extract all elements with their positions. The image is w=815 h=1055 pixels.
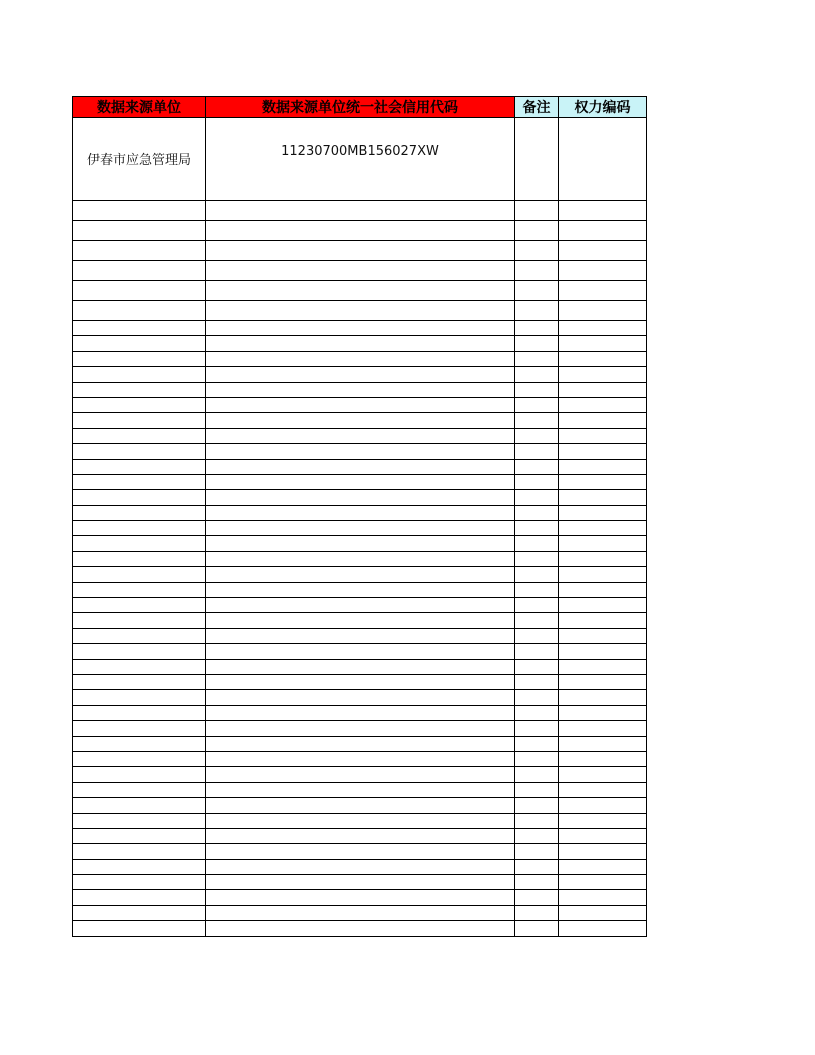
cell-source-unit[interactable] bbox=[73, 721, 206, 736]
cell-remark[interactable] bbox=[515, 336, 559, 351]
table-row-empty bbox=[73, 721, 647, 736]
cell-credit-code[interactable] bbox=[206, 782, 515, 797]
cell-credit-code[interactable] bbox=[206, 828, 515, 843]
table-row-empty bbox=[73, 844, 647, 859]
cell-power-code[interactable] bbox=[559, 567, 647, 582]
cell-credit-code[interactable] bbox=[206, 201, 515, 221]
cell-credit-code[interactable] bbox=[206, 767, 515, 782]
cell-credit-code[interactable] bbox=[206, 474, 515, 489]
cell-power-code[interactable] bbox=[559, 859, 647, 874]
cell-remark[interactable] bbox=[515, 767, 559, 782]
cell-power-code[interactable] bbox=[559, 813, 647, 828]
cell-power-code[interactable] bbox=[559, 382, 647, 397]
cell-credit-code[interactable] bbox=[206, 336, 515, 351]
cell-credit-code[interactable] bbox=[206, 490, 515, 505]
cell-source-unit[interactable] bbox=[73, 474, 206, 489]
cell-source-unit[interactable] bbox=[73, 628, 206, 643]
cell-source-unit[interactable] bbox=[73, 551, 206, 566]
table-row-empty bbox=[73, 905, 647, 920]
table-row-empty bbox=[73, 798, 647, 813]
table-row-empty bbox=[73, 261, 647, 281]
cell-power-code[interactable] bbox=[559, 221, 647, 241]
cell-remark[interactable] bbox=[515, 444, 559, 459]
table-row-empty bbox=[73, 382, 647, 397]
table-row-empty bbox=[73, 921, 647, 936]
cell-credit-code[interactable] bbox=[206, 674, 515, 689]
cell-source-unit[interactable] bbox=[73, 397, 206, 412]
cell-credit-code[interactable] bbox=[206, 736, 515, 751]
cell-credit-code[interactable] bbox=[206, 659, 515, 674]
cell-credit-code[interactable] bbox=[206, 118, 515, 201]
table-row-empty bbox=[73, 201, 647, 221]
cell-source-unit[interactable] bbox=[73, 241, 206, 261]
cell-source-unit[interactable] bbox=[73, 444, 206, 459]
cell-source-unit[interactable] bbox=[73, 505, 206, 520]
cell-power-code[interactable] bbox=[559, 613, 647, 628]
cell-remark[interactable] bbox=[515, 428, 559, 443]
cell-credit-code[interactable] bbox=[206, 551, 515, 566]
table-row-empty bbox=[73, 301, 647, 321]
cell-remark[interactable] bbox=[515, 261, 559, 281]
table-row-empty bbox=[73, 659, 647, 674]
cell-remark[interactable] bbox=[515, 567, 559, 582]
cell-power-code[interactable] bbox=[559, 118, 647, 201]
cell-credit-code[interactable] bbox=[206, 890, 515, 905]
cell-source-unit[interactable] bbox=[73, 644, 206, 659]
cell-source-unit[interactable] bbox=[73, 613, 206, 628]
cell-remark[interactable] bbox=[515, 705, 559, 720]
cell-source-unit[interactable] bbox=[73, 118, 206, 201]
cell-power-code[interactable] bbox=[559, 582, 647, 597]
cell-remark[interactable] bbox=[515, 690, 559, 705]
cell-remark[interactable] bbox=[515, 736, 559, 751]
cell-remark[interactable] bbox=[515, 798, 559, 813]
cell-source-unit[interactable] bbox=[73, 428, 206, 443]
cell-credit-code[interactable] bbox=[206, 598, 515, 613]
cell-power-code[interactable] bbox=[559, 459, 647, 474]
cell-remark[interactable] bbox=[515, 241, 559, 261]
cell-remark[interactable] bbox=[515, 490, 559, 505]
cell-source-unit[interactable] bbox=[73, 921, 206, 936]
cell-source-unit[interactable] bbox=[73, 382, 206, 397]
cell-power-code[interactable] bbox=[559, 690, 647, 705]
cell-credit-code[interactable] bbox=[206, 459, 515, 474]
cell-credit-code[interactable] bbox=[206, 521, 515, 536]
cell-power-code[interactable] bbox=[559, 367, 647, 382]
cell-source-unit[interactable] bbox=[73, 659, 206, 674]
cell-remark[interactable] bbox=[515, 921, 559, 936]
table-row bbox=[73, 118, 647, 201]
cell-credit-code[interactable] bbox=[206, 505, 515, 520]
header-source-unit: 数据来源单位 bbox=[73, 97, 206, 118]
cell-source-unit[interactable] bbox=[73, 890, 206, 905]
cell-remark[interactable] bbox=[515, 536, 559, 551]
cell-power-code[interactable] bbox=[559, 397, 647, 412]
cell-credit-code[interactable] bbox=[206, 844, 515, 859]
table-row-empty bbox=[73, 321, 647, 336]
table-row-empty bbox=[73, 351, 647, 366]
table-row-empty bbox=[73, 459, 647, 474]
cell-power-code[interactable] bbox=[559, 490, 647, 505]
cell-credit-code[interactable] bbox=[206, 221, 515, 241]
table-row-empty bbox=[73, 490, 647, 505]
cell-remark[interactable] bbox=[515, 459, 559, 474]
cell-source-unit[interactable] bbox=[73, 767, 206, 782]
cell-remark[interactable] bbox=[515, 474, 559, 489]
header-row bbox=[73, 97, 647, 118]
cell-power-code[interactable] bbox=[559, 767, 647, 782]
cell-source-unit[interactable] bbox=[73, 598, 206, 613]
cell-source-unit[interactable] bbox=[73, 261, 206, 281]
cell-source-unit[interactable] bbox=[73, 782, 206, 797]
cell-remark[interactable] bbox=[515, 674, 559, 689]
cell-power-code[interactable] bbox=[559, 921, 647, 936]
cell-credit-code[interactable] bbox=[206, 644, 515, 659]
cell-source-unit[interactable] bbox=[73, 351, 206, 366]
cell-credit-code[interactable] bbox=[206, 721, 515, 736]
cell-credit-code[interactable] bbox=[206, 301, 515, 321]
cell-remark[interactable] bbox=[515, 351, 559, 366]
cell-source-unit[interactable] bbox=[73, 459, 206, 474]
cell-credit-code[interactable] bbox=[206, 382, 515, 397]
table-row-empty bbox=[73, 613, 647, 628]
cell-source-unit[interactable] bbox=[73, 521, 206, 536]
cell-remark[interactable] bbox=[515, 890, 559, 905]
cell-remark[interactable] bbox=[515, 301, 559, 321]
cell-remark[interactable] bbox=[515, 859, 559, 874]
cell-power-code[interactable] bbox=[559, 351, 647, 366]
cell-power-code[interactable] bbox=[559, 261, 647, 281]
table-row-empty bbox=[73, 221, 647, 241]
cell-power-code[interactable] bbox=[559, 336, 647, 351]
cell-power-code[interactable] bbox=[559, 521, 647, 536]
table-row-empty bbox=[73, 875, 647, 890]
cell-remark[interactable] bbox=[515, 598, 559, 613]
cell-power-code[interactable] bbox=[559, 628, 647, 643]
cell-power-code[interactable] bbox=[559, 201, 647, 221]
table-row-empty bbox=[73, 598, 647, 613]
table-row-empty bbox=[73, 736, 647, 751]
cell-remark[interactable] bbox=[515, 221, 559, 241]
table-row-empty bbox=[73, 536, 647, 551]
table-row-empty bbox=[73, 582, 647, 597]
cell-credit-code[interactable] bbox=[206, 261, 515, 281]
cell-credit-code[interactable] bbox=[206, 921, 515, 936]
cell-remark[interactable] bbox=[515, 551, 559, 566]
cell-remark[interactable] bbox=[515, 521, 559, 536]
cell-power-code[interactable] bbox=[559, 890, 647, 905]
source-unit-text: 伊春市应急管理局 bbox=[86, 152, 191, 168]
cell-credit-code[interactable] bbox=[206, 536, 515, 551]
cell-credit-code[interactable] bbox=[206, 444, 515, 459]
cell-credit-code[interactable] bbox=[206, 241, 515, 261]
cell-power-code[interactable] bbox=[559, 705, 647, 720]
cell-remark[interactable] bbox=[515, 281, 559, 301]
cell-power-code[interactable] bbox=[559, 736, 647, 751]
cell-remark[interactable] bbox=[515, 201, 559, 221]
table-row-empty bbox=[73, 428, 647, 443]
table-row-empty bbox=[73, 705, 647, 720]
cell-remark[interactable] bbox=[515, 397, 559, 412]
cell-remark[interactable] bbox=[515, 751, 559, 766]
cell-power-code[interactable] bbox=[559, 674, 647, 689]
cell-power-code[interactable] bbox=[559, 428, 647, 443]
cell-power-code[interactable] bbox=[559, 413, 647, 428]
cell-power-code[interactable] bbox=[559, 444, 647, 459]
cell-power-code[interactable] bbox=[559, 798, 647, 813]
cell-source-unit[interactable] bbox=[73, 536, 206, 551]
cell-credit-code[interactable] bbox=[206, 428, 515, 443]
table-row-empty bbox=[73, 690, 647, 705]
table-row-empty bbox=[73, 474, 647, 489]
cell-remark[interactable] bbox=[515, 905, 559, 920]
cell-power-code[interactable] bbox=[559, 505, 647, 520]
header-power-code: 权力编码 bbox=[559, 97, 647, 118]
cell-source-unit[interactable] bbox=[73, 367, 206, 382]
cell-remark[interactable] bbox=[515, 659, 559, 674]
cell-source-unit[interactable] bbox=[73, 301, 206, 321]
table-row-empty bbox=[73, 413, 647, 428]
cell-credit-code[interactable] bbox=[206, 567, 515, 582]
table-row-empty bbox=[73, 859, 647, 874]
cell-power-code[interactable] bbox=[559, 536, 647, 551]
cell-source-unit[interactable] bbox=[73, 736, 206, 751]
cell-source-unit[interactable] bbox=[73, 674, 206, 689]
cell-credit-code[interactable] bbox=[206, 582, 515, 597]
cell-credit-code[interactable] bbox=[206, 367, 515, 382]
cell-source-unit[interactable] bbox=[73, 413, 206, 428]
cell-remark[interactable] bbox=[515, 721, 559, 736]
cell-remark[interactable] bbox=[515, 582, 559, 597]
cell-source-unit[interactable] bbox=[73, 905, 206, 920]
header-remark: 备注 bbox=[515, 97, 559, 118]
cell-power-code[interactable] bbox=[559, 751, 647, 766]
cell-source-unit[interactable] bbox=[73, 690, 206, 705]
cell-credit-code[interactable] bbox=[206, 613, 515, 628]
cell-remark[interactable] bbox=[515, 828, 559, 843]
table-row-empty bbox=[73, 336, 647, 351]
table-row-empty bbox=[73, 674, 647, 689]
cell-power-code[interactable] bbox=[559, 828, 647, 843]
cell-power-code[interactable] bbox=[559, 598, 647, 613]
cell-credit-code[interactable] bbox=[206, 281, 515, 301]
cell-credit-code[interactable] bbox=[206, 321, 515, 336]
table-row-empty bbox=[73, 644, 647, 659]
cell-power-code[interactable] bbox=[559, 644, 647, 659]
cell-power-code[interactable] bbox=[559, 721, 647, 736]
cell-credit-code[interactable] bbox=[206, 905, 515, 920]
cell-power-code[interactable] bbox=[559, 551, 647, 566]
credit-code-text: 11230700MB156027XW bbox=[281, 143, 439, 159]
cell-credit-code[interactable] bbox=[206, 875, 515, 890]
header-credit-code: 数据来源单位统一社会信用代码 bbox=[206, 97, 515, 118]
cell-remark[interactable] bbox=[515, 644, 559, 659]
cell-credit-code[interactable] bbox=[206, 351, 515, 366]
cell-source-unit[interactable] bbox=[73, 567, 206, 582]
cell-source-unit[interactable] bbox=[73, 705, 206, 720]
table-row-empty bbox=[73, 813, 647, 828]
table-row-empty bbox=[73, 367, 647, 382]
table-row-empty bbox=[73, 397, 647, 412]
cell-remark[interactable] bbox=[515, 613, 559, 628]
cell-credit-code[interactable] bbox=[206, 628, 515, 643]
cell-source-unit[interactable] bbox=[73, 281, 206, 301]
cell-remark[interactable] bbox=[515, 118, 559, 201]
cell-power-code[interactable] bbox=[559, 905, 647, 920]
table-row-empty bbox=[73, 782, 647, 797]
table-row-empty bbox=[73, 521, 647, 536]
cell-remark[interactable] bbox=[515, 844, 559, 859]
cell-power-code[interactable] bbox=[559, 474, 647, 489]
cell-remark[interactable] bbox=[515, 782, 559, 797]
cell-remark[interactable] bbox=[515, 875, 559, 890]
table-row-empty bbox=[73, 505, 647, 520]
cell-credit-code[interactable] bbox=[206, 813, 515, 828]
cell-credit-code[interactable] bbox=[206, 859, 515, 874]
cell-source-unit[interactable] bbox=[73, 582, 206, 597]
cell-power-code[interactable] bbox=[559, 875, 647, 890]
table-row-empty bbox=[73, 444, 647, 459]
cell-power-code[interactable] bbox=[559, 301, 647, 321]
cell-credit-code[interactable] bbox=[206, 705, 515, 720]
cell-source-unit[interactable] bbox=[73, 844, 206, 859]
table-row-empty bbox=[73, 890, 647, 905]
cell-power-code[interactable] bbox=[559, 241, 647, 261]
cell-source-unit[interactable] bbox=[73, 321, 206, 336]
cell-remark[interactable] bbox=[515, 321, 559, 336]
table-row-empty bbox=[73, 241, 647, 261]
cell-remark[interactable] bbox=[515, 382, 559, 397]
cell-source-unit[interactable] bbox=[73, 221, 206, 241]
cell-source-unit[interactable] bbox=[73, 336, 206, 351]
cell-source-unit[interactable] bbox=[73, 875, 206, 890]
cell-source-unit[interactable] bbox=[73, 751, 206, 766]
cell-credit-code[interactable] bbox=[206, 397, 515, 412]
cell-source-unit[interactable] bbox=[73, 813, 206, 828]
table-row-empty bbox=[73, 281, 647, 301]
cell-remark[interactable] bbox=[515, 367, 559, 382]
table-row-empty bbox=[73, 628, 647, 643]
cell-remark[interactable] bbox=[515, 505, 559, 520]
cell-source-unit[interactable] bbox=[73, 828, 206, 843]
cell-credit-code[interactable] bbox=[206, 798, 515, 813]
table-row-empty bbox=[73, 828, 647, 843]
data-source-table bbox=[72, 96, 647, 937]
cell-credit-code[interactable] bbox=[206, 690, 515, 705]
cell-source-unit[interactable] bbox=[73, 490, 206, 505]
cell-source-unit[interactable] bbox=[73, 798, 206, 813]
cell-credit-code[interactable] bbox=[206, 413, 515, 428]
cell-power-code[interactable] bbox=[559, 321, 647, 336]
cell-power-code[interactable] bbox=[559, 659, 647, 674]
cell-power-code[interactable] bbox=[559, 782, 647, 797]
cell-source-unit[interactable] bbox=[73, 859, 206, 874]
cell-remark[interactable] bbox=[515, 813, 559, 828]
cell-remark[interactable] bbox=[515, 628, 559, 643]
table-row-empty bbox=[73, 551, 647, 566]
cell-credit-code[interactable] bbox=[206, 751, 515, 766]
cell-power-code[interactable] bbox=[559, 844, 647, 859]
table-row-empty bbox=[73, 767, 647, 782]
cell-remark[interactable] bbox=[515, 413, 559, 428]
table-row-empty bbox=[73, 567, 647, 582]
cell-power-code[interactable] bbox=[559, 281, 647, 301]
table-row-empty bbox=[73, 751, 647, 766]
cell-source-unit[interactable] bbox=[73, 201, 206, 221]
